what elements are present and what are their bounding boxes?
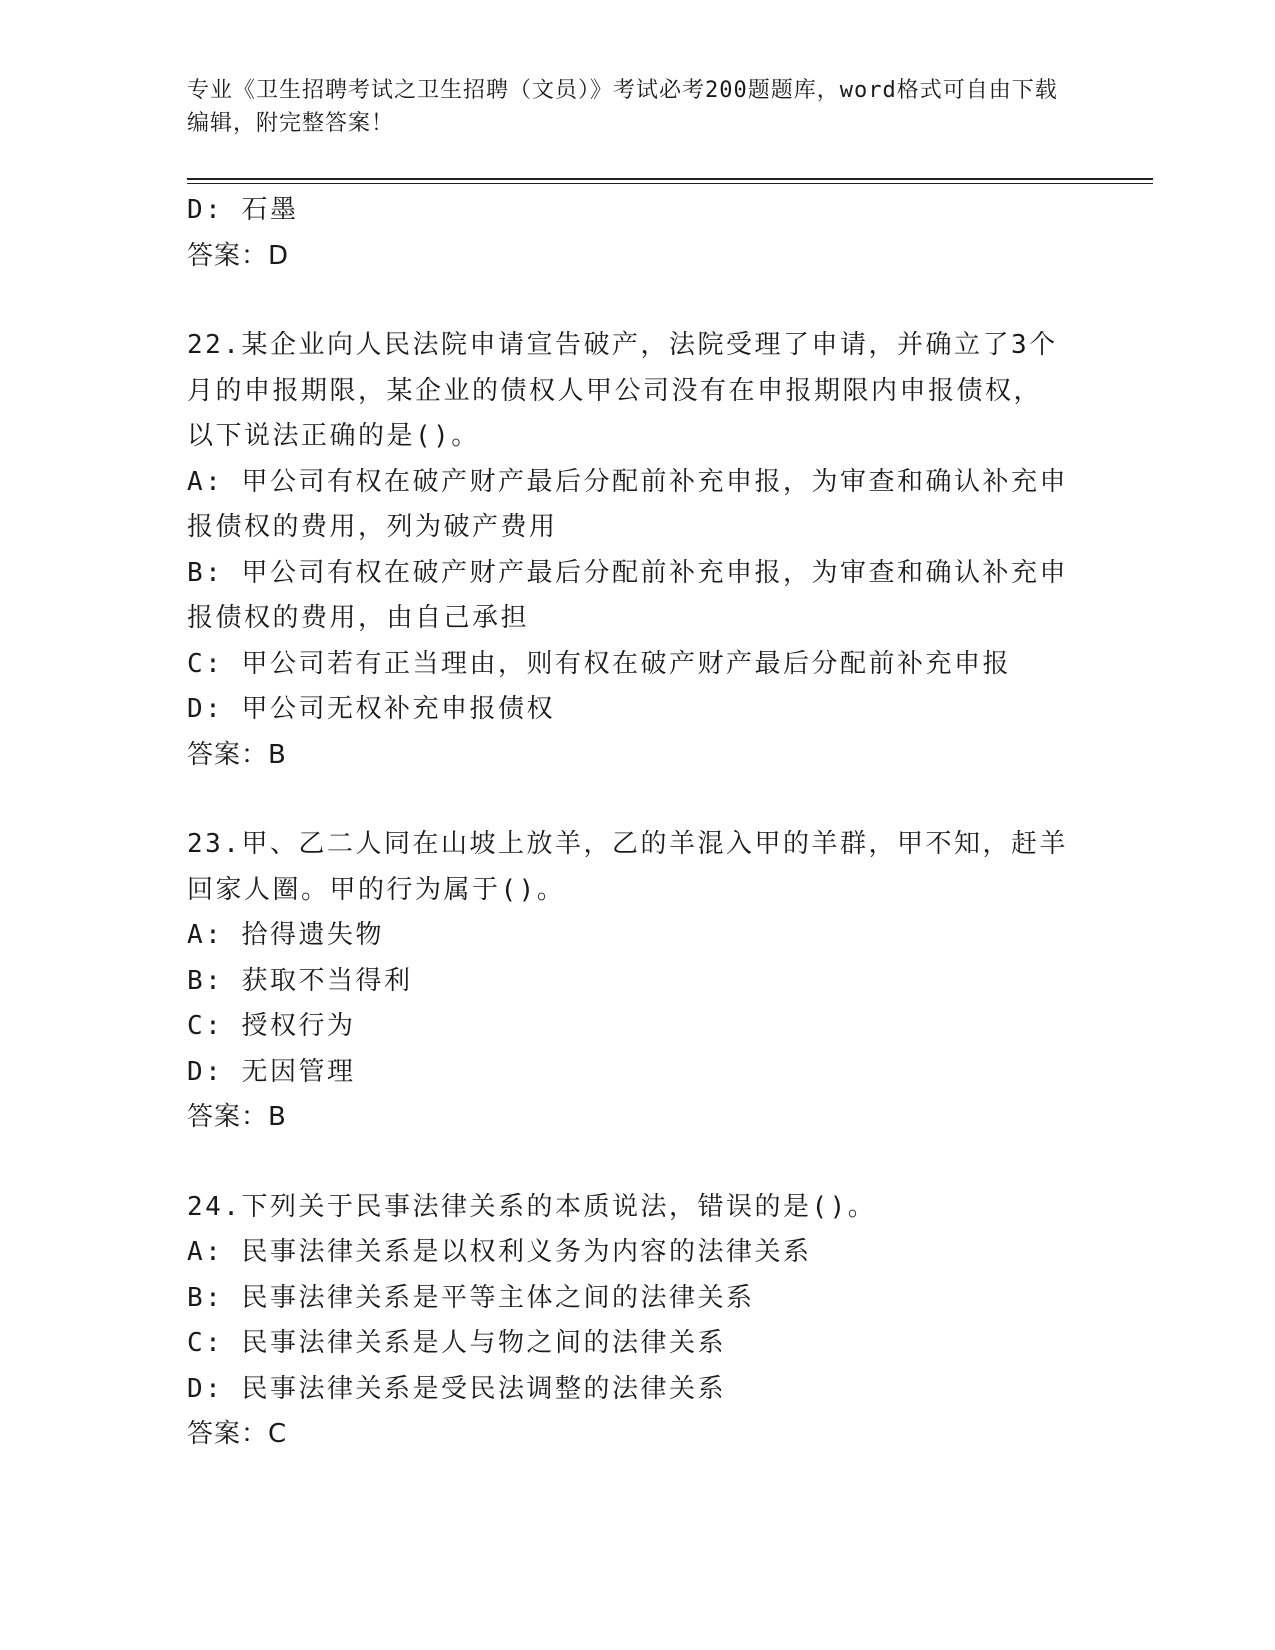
option-a-continued: 报债权的费用，列为破产费用 bbox=[187, 512, 558, 542]
option-a: A: 拾得遗失物 bbox=[187, 920, 384, 950]
header-rule-thick bbox=[187, 178, 1153, 180]
option-b: B: 获取不当得利 bbox=[187, 965, 413, 996]
option-b: B: 甲公司有权在破产财产最后分配前补充申报，为审查和确认补充申 bbox=[187, 557, 1068, 588]
option-c: C: 甲公司若有正当理由，则有权在破产财产最后分配前补充申报 bbox=[187, 648, 1011, 679]
question-stem-line: 24.下列关于民事法律关系的本质说法，错误的是()。 bbox=[187, 1191, 877, 1222]
question-stem-line: 以下说法正确的是()。 bbox=[187, 421, 480, 451]
previous-question-tail bbox=[187, 188, 1087, 279]
option-d: D: 无因管理 bbox=[187, 1056, 356, 1087]
option-c: C: 授权行为 bbox=[187, 1011, 356, 1041]
option-b: B: 民事法律关系是平等主体之间的法律关系 bbox=[187, 1282, 755, 1313]
option-c: C: 民事法律关系是人与物之间的法律关系 bbox=[187, 1328, 726, 1358]
answer-line: 答案：D bbox=[187, 240, 290, 271]
question-22 bbox=[187, 323, 1087, 778]
question-23 bbox=[187, 822, 1087, 1141]
question-content bbox=[187, 188, 1087, 1458]
option-a: A: 民事法律关系是以权利义务为内容的法律关系 bbox=[187, 1237, 812, 1267]
option-d: D: 石墨 bbox=[187, 195, 299, 225]
option-a: A: 甲公司有权在破产财产最后分配前补充申报，为审查和确认补充申 bbox=[187, 466, 1068, 497]
question-24 bbox=[187, 1185, 1087, 1458]
question-stem-line: 23.甲、乙二人同在山坡上放羊，乙的羊混入甲的羊群，甲不知，赶羊 bbox=[187, 829, 1068, 859]
question-stem-line: 月的申报期限，某企业的债权人甲公司没有在申报期限内申报债权， bbox=[187, 375, 1043, 406]
answer-line: 答案：B bbox=[187, 739, 287, 770]
question-stem-line: 22.某企业向人民法院申请宣告破产，法院受理了申请，并确立了3个 bbox=[187, 330, 1058, 360]
option-d: D: 甲公司无权补充申报债权 bbox=[187, 694, 555, 724]
document-header: 专业《卫生招聘考试之卫生招聘（文员）》考试必考200题题库，word格式可自由下载编辑，附完整答案！ bbox=[187, 78, 1058, 136]
answer-line: 答案：B bbox=[187, 1102, 287, 1132]
header-rule-thin bbox=[187, 183, 1153, 184]
question-stem-line: 回家人圈。甲的行为属于()。 bbox=[187, 874, 566, 905]
option-b-continued: 报债权的费用，由自己承担 bbox=[187, 603, 530, 633]
option-d: D: 民事法律关系是受民法调整的法律关系 bbox=[187, 1373, 726, 1404]
answer-line: 答案：C bbox=[187, 1419, 288, 1449]
